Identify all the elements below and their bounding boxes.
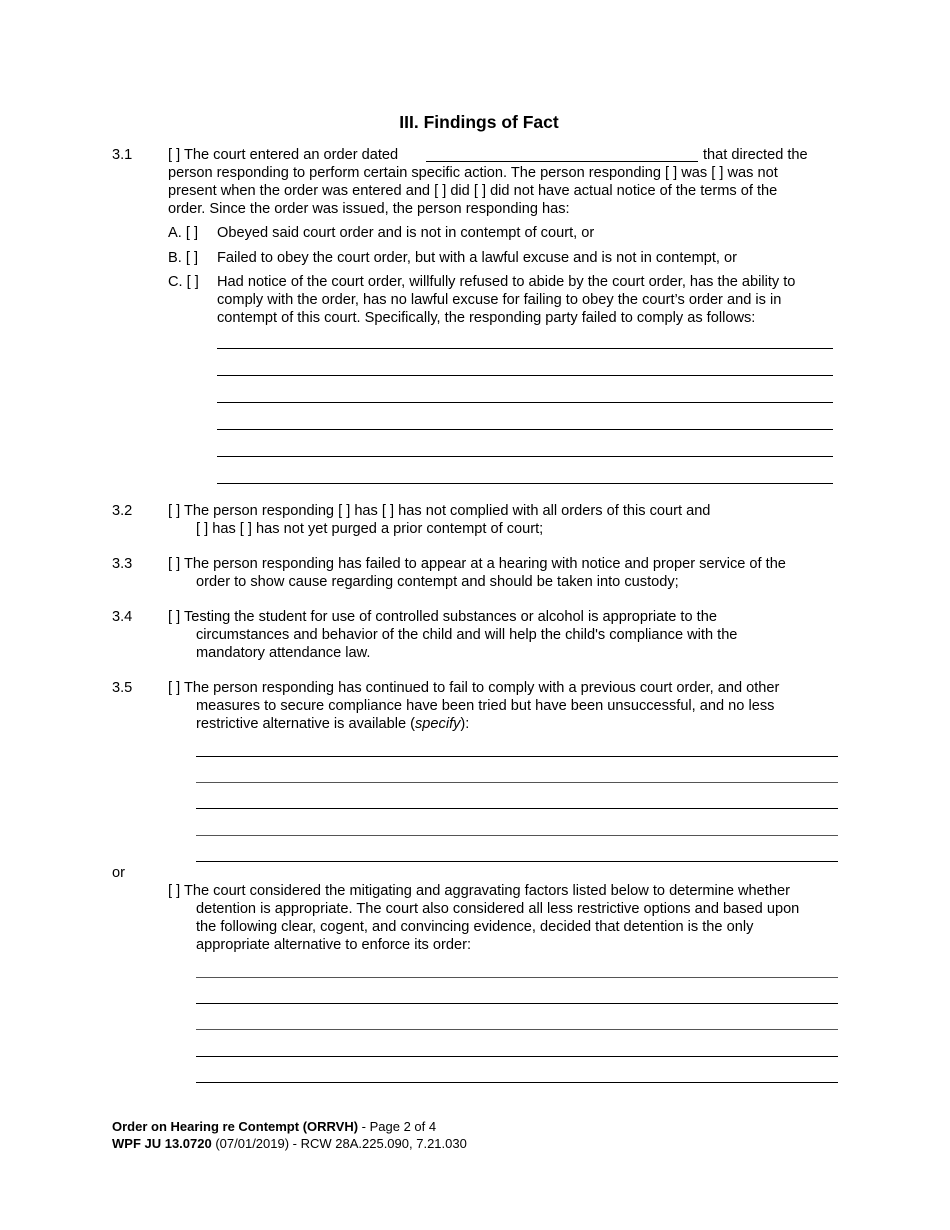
or-label: or	[112, 865, 125, 881]
s31-line1a: [ ] The court entered an order dated	[168, 147, 399, 163]
footer-page: - Page 2 of 4	[358, 1119, 437, 1134]
noncompliance-line-3[interactable]	[217, 402, 833, 403]
s35-line3-pre: restrictive alternative is available (	[196, 716, 415, 732]
footer-form-name: Order on Hearing re Contempt (ORRVH)	[112, 1119, 359, 1134]
option-c-line1: Had notice of the court order, willfully refused to abide by the court order, has the ability to	[217, 274, 796, 290]
s31-line1b: that directed the	[703, 147, 808, 163]
s35-line1: [ ] The person responding has continued to fail to comply with a previous court order, and other	[168, 680, 780, 696]
s34-line3: mandatory attendance law.	[196, 645, 371, 661]
s33-line2: order to show cause regarding contempt and should be taken into custody;	[196, 574, 679, 590]
specify-line-4[interactable]	[196, 835, 838, 836]
s33-line1: [ ] The person responding has failed to appear at a hearing with notice and proper service of the	[168, 556, 786, 572]
s31-line2: person responding to perform certain specific action. The person responding [ ] was [ ] was not	[168, 165, 778, 181]
noncompliance-line-2[interactable]	[217, 375, 833, 376]
option-c-line3: contempt of this court. Specifically, the responding party failed to comply as follows:	[217, 310, 756, 326]
specify-line-3[interactable]	[196, 808, 838, 809]
alt-line3: the following clear, cogent, and convincing evidence, decided that detention is the only	[196, 919, 754, 935]
section-number-3-1: 3.1	[112, 147, 133, 163]
alt-line2: detention is appropriate. The court also considered all less restrictive options and based upon	[196, 901, 800, 917]
option-a-checkbox[interactable]: A. [ ]	[168, 225, 199, 241]
footer-line-2	[112, 1135, 467, 1152]
section-number-3-2: 3.2	[112, 503, 133, 519]
noncompliance-line-6[interactable]	[217, 483, 833, 484]
noncompliance-line-1[interactable]	[217, 348, 833, 349]
s35-line3	[196, 715, 469, 733]
s32-line1: [ ] The person responding [ ] has [ ] has not complied with all orders of this court and	[168, 503, 711, 519]
footer-revision: (07/01/2019) - RCW 28A.225.090, 7.21.030	[211, 1136, 467, 1151]
option-b-text: Failed to obey the court order, but with a lawful excuse and is not in contempt, or	[217, 250, 737, 266]
alt-line1: [ ] The court considered the mitigating and aggravating factors listed below to determine whether	[168, 883, 790, 899]
s34-line1: [ ] Testing the student for use of controlled substances or alcohol is appropriate to the	[168, 609, 717, 625]
section-number-3-5: 3.5	[112, 680, 133, 696]
s35-line2: measures to secure compliance have been tried but have been unsuccessful, and no less	[196, 698, 775, 714]
s35-specify: specify	[415, 716, 461, 732]
option-c-line2: comply with the order, has no lawful excuse for failing to obey the court’s order and is in	[217, 292, 782, 308]
s34-line2: circumstances and behavior of the child and will help the child's compliance with the	[196, 627, 738, 643]
option-c-checkbox[interactable]: C. [ ]	[168, 274, 199, 290]
noncompliance-line-4[interactable]	[217, 429, 833, 430]
evidence-line-5[interactable]	[196, 1082, 838, 1083]
s31-line3: present when the order was entered and [ ] did [ ] did not have actual notice of the terms of the	[168, 183, 778, 199]
order-date-blank[interactable]	[426, 161, 698, 162]
evidence-line-1[interactable]	[196, 977, 838, 978]
s35-line3-post: ):	[460, 716, 470, 732]
section-title: III. Findings of Fact	[399, 112, 559, 132]
footer-form-code: WPF JU 13.0720	[112, 1136, 212, 1151]
option-b-checkbox[interactable]: B. [ ]	[168, 250, 199, 266]
option-a-text: Obeyed said court order and is not in contempt of court, or	[217, 225, 595, 241]
specify-line-2[interactable]	[196, 782, 838, 783]
evidence-line-4[interactable]	[196, 1056, 838, 1057]
evidence-line-2[interactable]	[196, 1003, 838, 1004]
s32-line2: [ ] has [ ] has not yet purged a prior contempt of court;	[196, 521, 544, 537]
s31-line4: order. Since the order was issued, the person responding has:	[168, 201, 570, 217]
section-number-3-3: 3.3	[112, 556, 133, 572]
footer-line-1	[112, 1118, 436, 1135]
section-number-3-4: 3.4	[112, 609, 133, 625]
specify-line-5[interactable]	[196, 861, 838, 862]
specify-line-1[interactable]	[196, 756, 838, 757]
evidence-line-3[interactable]	[196, 1029, 838, 1030]
noncompliance-line-5[interactable]	[217, 456, 833, 457]
alt-line4: appropriate alternative to enforce its order:	[196, 937, 472, 953]
